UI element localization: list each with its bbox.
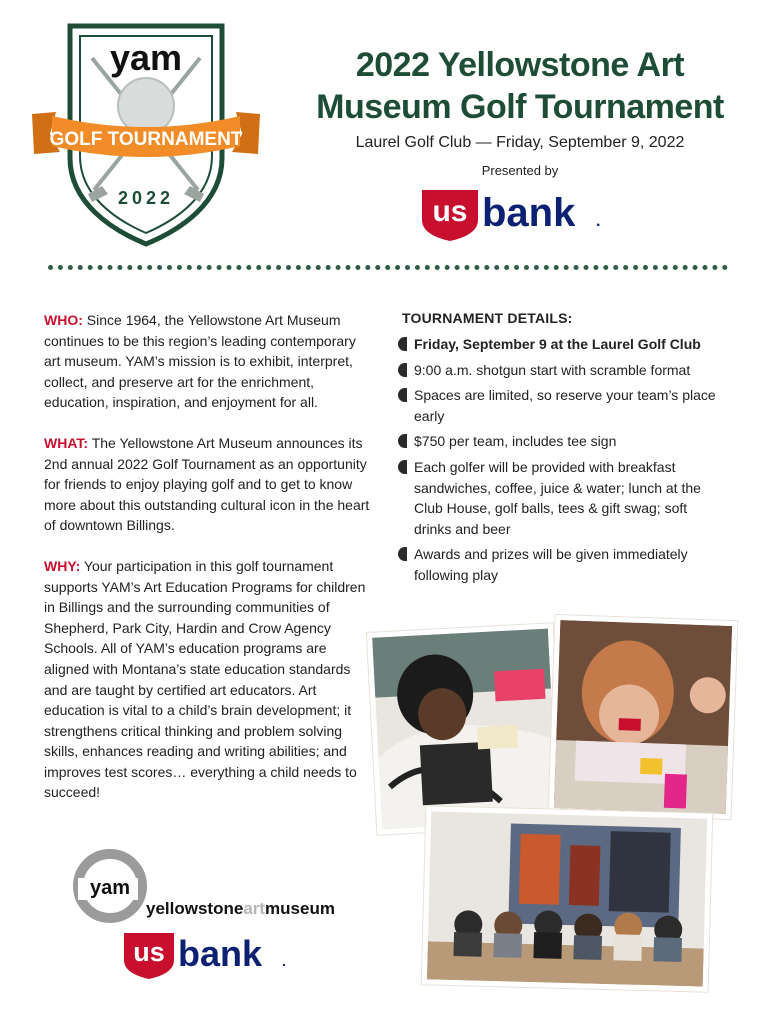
left-column bbox=[44, 310, 374, 823]
museum-wordmark bbox=[146, 899, 335, 918]
event-subtitle: Laurel Golf Club — Friday, September 9, 2022 bbox=[355, 134, 685, 151]
detail-item: $750 per team, includes tee sign bbox=[398, 431, 718, 452]
bullet-icon bbox=[398, 388, 407, 402]
photo-child-painting bbox=[367, 623, 563, 834]
bullet-icon bbox=[398, 363, 407, 377]
tournament-details-heading: TOURNAMENT DETAILS: bbox=[402, 310, 573, 326]
section-divider bbox=[48, 265, 728, 270]
bullet-icon bbox=[398, 337, 407, 351]
usbank-logo-bottom bbox=[122, 930, 294, 980]
usbank-top-us: us bbox=[432, 195, 468, 228]
who-text: Since 1964, the Yellowstone Art Museum continues to be this region’s leading contemporary art museum. YAM’s mission is to exhibit, interpret, collect, and preserve art for the enrichment, education, inspiration, and enjoyment for all. bbox=[44, 312, 356, 411]
badge-banner-text: GOLF TOURNAMENT bbox=[49, 129, 243, 150]
badge-brand: yam bbox=[109, 37, 183, 78]
wordmark-yellowstone: yellowstone bbox=[146, 899, 244, 918]
presented-by-label: Presented by bbox=[481, 163, 559, 178]
usbank-top-bank: bank bbox=[482, 191, 576, 235]
wordmark-museum: museum bbox=[265, 899, 335, 918]
golf-tournament-badge-logo bbox=[30, 18, 262, 248]
bullet-icon bbox=[398, 547, 407, 561]
why-label: WHY: bbox=[44, 557, 81, 574]
yam-mark-text: yam bbox=[89, 877, 131, 899]
page-title bbox=[300, 44, 740, 128]
detail-item: Spaces are limited, so reserve your team’s place early bbox=[398, 385, 718, 426]
what-label: WHAT: bbox=[44, 434, 89, 451]
usbank-logo-top bbox=[420, 186, 610, 242]
usbank-top-mark: . bbox=[596, 213, 601, 230]
title-line-2: Museum Golf Tournament bbox=[316, 88, 724, 126]
usbank-bottom-mark: . bbox=[282, 953, 286, 969]
who-paragraph bbox=[44, 310, 374, 413]
tournament-details-list bbox=[398, 334, 718, 591]
detail-item: Friday, September 9 at the Laurel Golf Club bbox=[398, 334, 718, 355]
yellowstone-art-museum-logo bbox=[72, 848, 362, 928]
detail-item: Awards and prizes will be given immediately following play bbox=[398, 544, 718, 585]
usbank-bottom-us: us bbox=[133, 937, 165, 967]
detail-item: Each golfer will be provided with breakfast sandwiches, coffee, juice & water; lunch at the Club House, golf balls, tees & gift swag; soft drinks and beer bbox=[398, 457, 718, 539]
detail-item: 9:00 a.m. shotgun start with scramble format bbox=[398, 360, 718, 381]
bullet-icon bbox=[398, 434, 407, 448]
badge-year: 2022 bbox=[117, 188, 175, 208]
photo-clay-sculpting bbox=[549, 615, 738, 819]
title-line-1: 2022 Yellowstone Art bbox=[355, 46, 685, 84]
photo-students-gallery bbox=[422, 806, 713, 991]
wordmark-art: art bbox=[243, 899, 266, 918]
what-paragraph bbox=[44, 433, 374, 536]
why-paragraph bbox=[44, 556, 374, 803]
usbank-bottom-bank: bank bbox=[178, 933, 263, 974]
bullet-icon bbox=[398, 460, 407, 474]
why-text: Your participation in this golf tournament supports YAM’s Art Education Programs for children in Billings and the surrounding communities of Shepherd, Park City, Hardin and Crow Agency Schools. All of YAM’s education programs are aligned with Montana’s state education standards and are taught by certified art educators. Art education is vital to a child’s brain development; it strengthens critical thinking and problem solving skills, enhances reading and writing abilities; and improves test scores… everything a child needs to succeed! bbox=[44, 557, 366, 801]
who-label: WHO: bbox=[44, 312, 83, 328]
what-text: The Yellowstone Art Museum announces its 2nd annual 2022 Golf Tournament as an opportunity for friends to enjoy playing golf and to get to know more about this outstanding cultural icon in the heart of downtown Billings. bbox=[44, 434, 370, 534]
